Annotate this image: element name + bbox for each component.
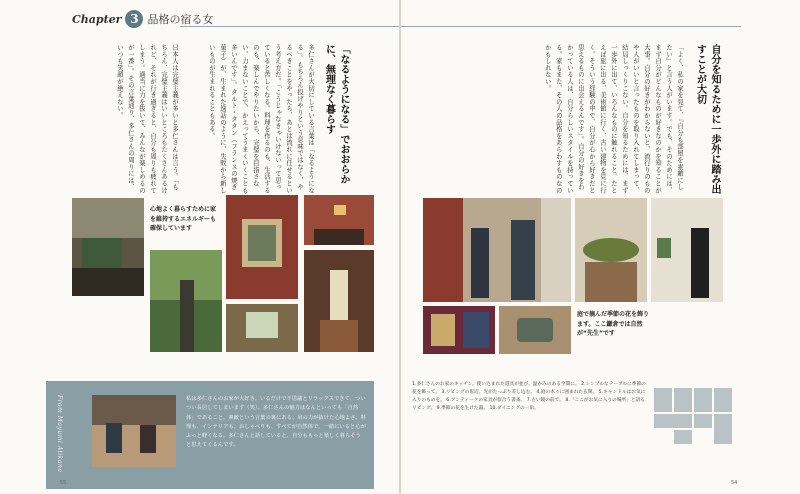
quote-2: 庭で摘んだ季節の花を飾ります。ここ鎌倉では自然が“先生”です — [577, 311, 650, 338]
header-rule-right — [401, 26, 741, 27]
photo-flower-bowl — [575, 198, 647, 302]
left-heading: 「なるようになる」でおおらかに、無理なく暮らす — [323, 44, 349, 184]
quote-1: 心地よく暮らすために家を維持するエネルギーも確保しています — [150, 206, 217, 233]
photo-shelf — [72, 198, 144, 296]
chapter-title: 品格の宿る女 — [147, 13, 214, 26]
photo-fabrics — [423, 306, 495, 354]
interview-box — [46, 381, 374, 489]
box-text: 私は多仁さんのお家が大好き。いるだけで不思議とリラックスできて、ついつい長居してしまいます（笑）。多仁さんの魅力はなんといっても「自然体」であること。素敵という言葉の裏にある、肩の力が抜けた心地よさ。料理も、インテリアも、おしゃべりも、すべてが自然体で、一緒にいると心がふっと軽くなる。多仁さんと話していると、自分ももっと楽しく暮らそうと思えてくるんです。 — [186, 396, 366, 449]
photo-woman-vase — [651, 198, 723, 302]
right-heading: 自分を知るために一歩外に踏み出すことが大切 — [694, 44, 720, 194]
left-body-text-2: 日本人は完璧主義が多いと多仁さんは言う。「もちろん、完璧主義はいいところもたくさんあるけれど、それが行き過ぎると、自分も周りも疲れてしまう。適当に力を抜いて、みんなが楽しめるのが一番」。その言葉通り、多仁さんの周りには、いつも笑顔が絶えない。 — [115, 44, 178, 194]
page-number-right: 54 — [731, 480, 738, 486]
right-body-text: 「よく、私の家を見て、『自分も部屋を素敵にしたい』と言う人がいます。でも、そのためには、まず自分がどんなものが好きなのかを知ることが大事。自分の好きがわからないと、流行りのものや人がいいと言ったものを取り入れてしまって、結局しっくりこない。自分を知るためには、まず一歩外に出て、いろんなものに触れること。たとえば旅に出る、美術館に行く、古い建物を見に行く。そういう経験の中で、自分が心から好きだと思えるものに出会えるんです」。自分の好きをわかっている人は、自分らしいスタイルを持っている。家もまた、その人の品格をあらわすものなのかもしれない。 — [543, 44, 683, 194]
right-page — [401, 0, 800, 494]
photo-painting — [226, 195, 298, 299]
photo-tray — [499, 306, 571, 354]
left-page — [0, 0, 399, 494]
photo-window-room — [226, 304, 298, 352]
page-number-left: 55 — [60, 480, 67, 486]
photo-garden — [150, 250, 222, 352]
box-label: From Mayumi Atikana — [56, 395, 63, 473]
photo-hallway — [304, 250, 374, 352]
chapter-number-badge: 3 — [125, 10, 143, 28]
photo-women-mirror — [423, 198, 571, 302]
chapter-word: Chapter — [72, 12, 122, 26]
header-rule — [180, 26, 399, 27]
photo-two-women — [92, 395, 176, 467]
left-body-text: 多仁さんが大切にしている言葉は「なるようになる」。もちろん投げやりという意味ではなく、やるべきことをやったら、あとは流れに任せるという考え方だ。「こうじゃなきゃいけないって思っていると苦しくなる。料理を作るのも、生活するのも、楽しんでやりたいから、完璧を目指さない。力まないことで、かえってうまくいくことも多いんです」。タルト・タタン（フランスの焼き菓子）が、生まれた逸話のように、失敗から新しいものが生まれることもある。 — [207, 44, 314, 194]
photo-layout-thumbnails — [654, 388, 738, 448]
photo-captions: 1.多仁さんのお家のキッチン。使い込まれた道具が並び、温かみのある空間に。 2.シンプルなテーブルに季節の花を飾って。 3.リビングの窓辺。光がたっぷり差し込む。 4.庭の木々に囲まれた玄関。 5.キャンドルはお気に入りのものを。 6.アンティークの家具が似合う書斎。 7.古い鏡の前で。 8.「ここがお気に入りの場所」と語るリビング。 9.季節の花を生けた器。 10.ダイニングの一角。 — [412, 382, 646, 411]
photo-lamp — [304, 195, 374, 245]
